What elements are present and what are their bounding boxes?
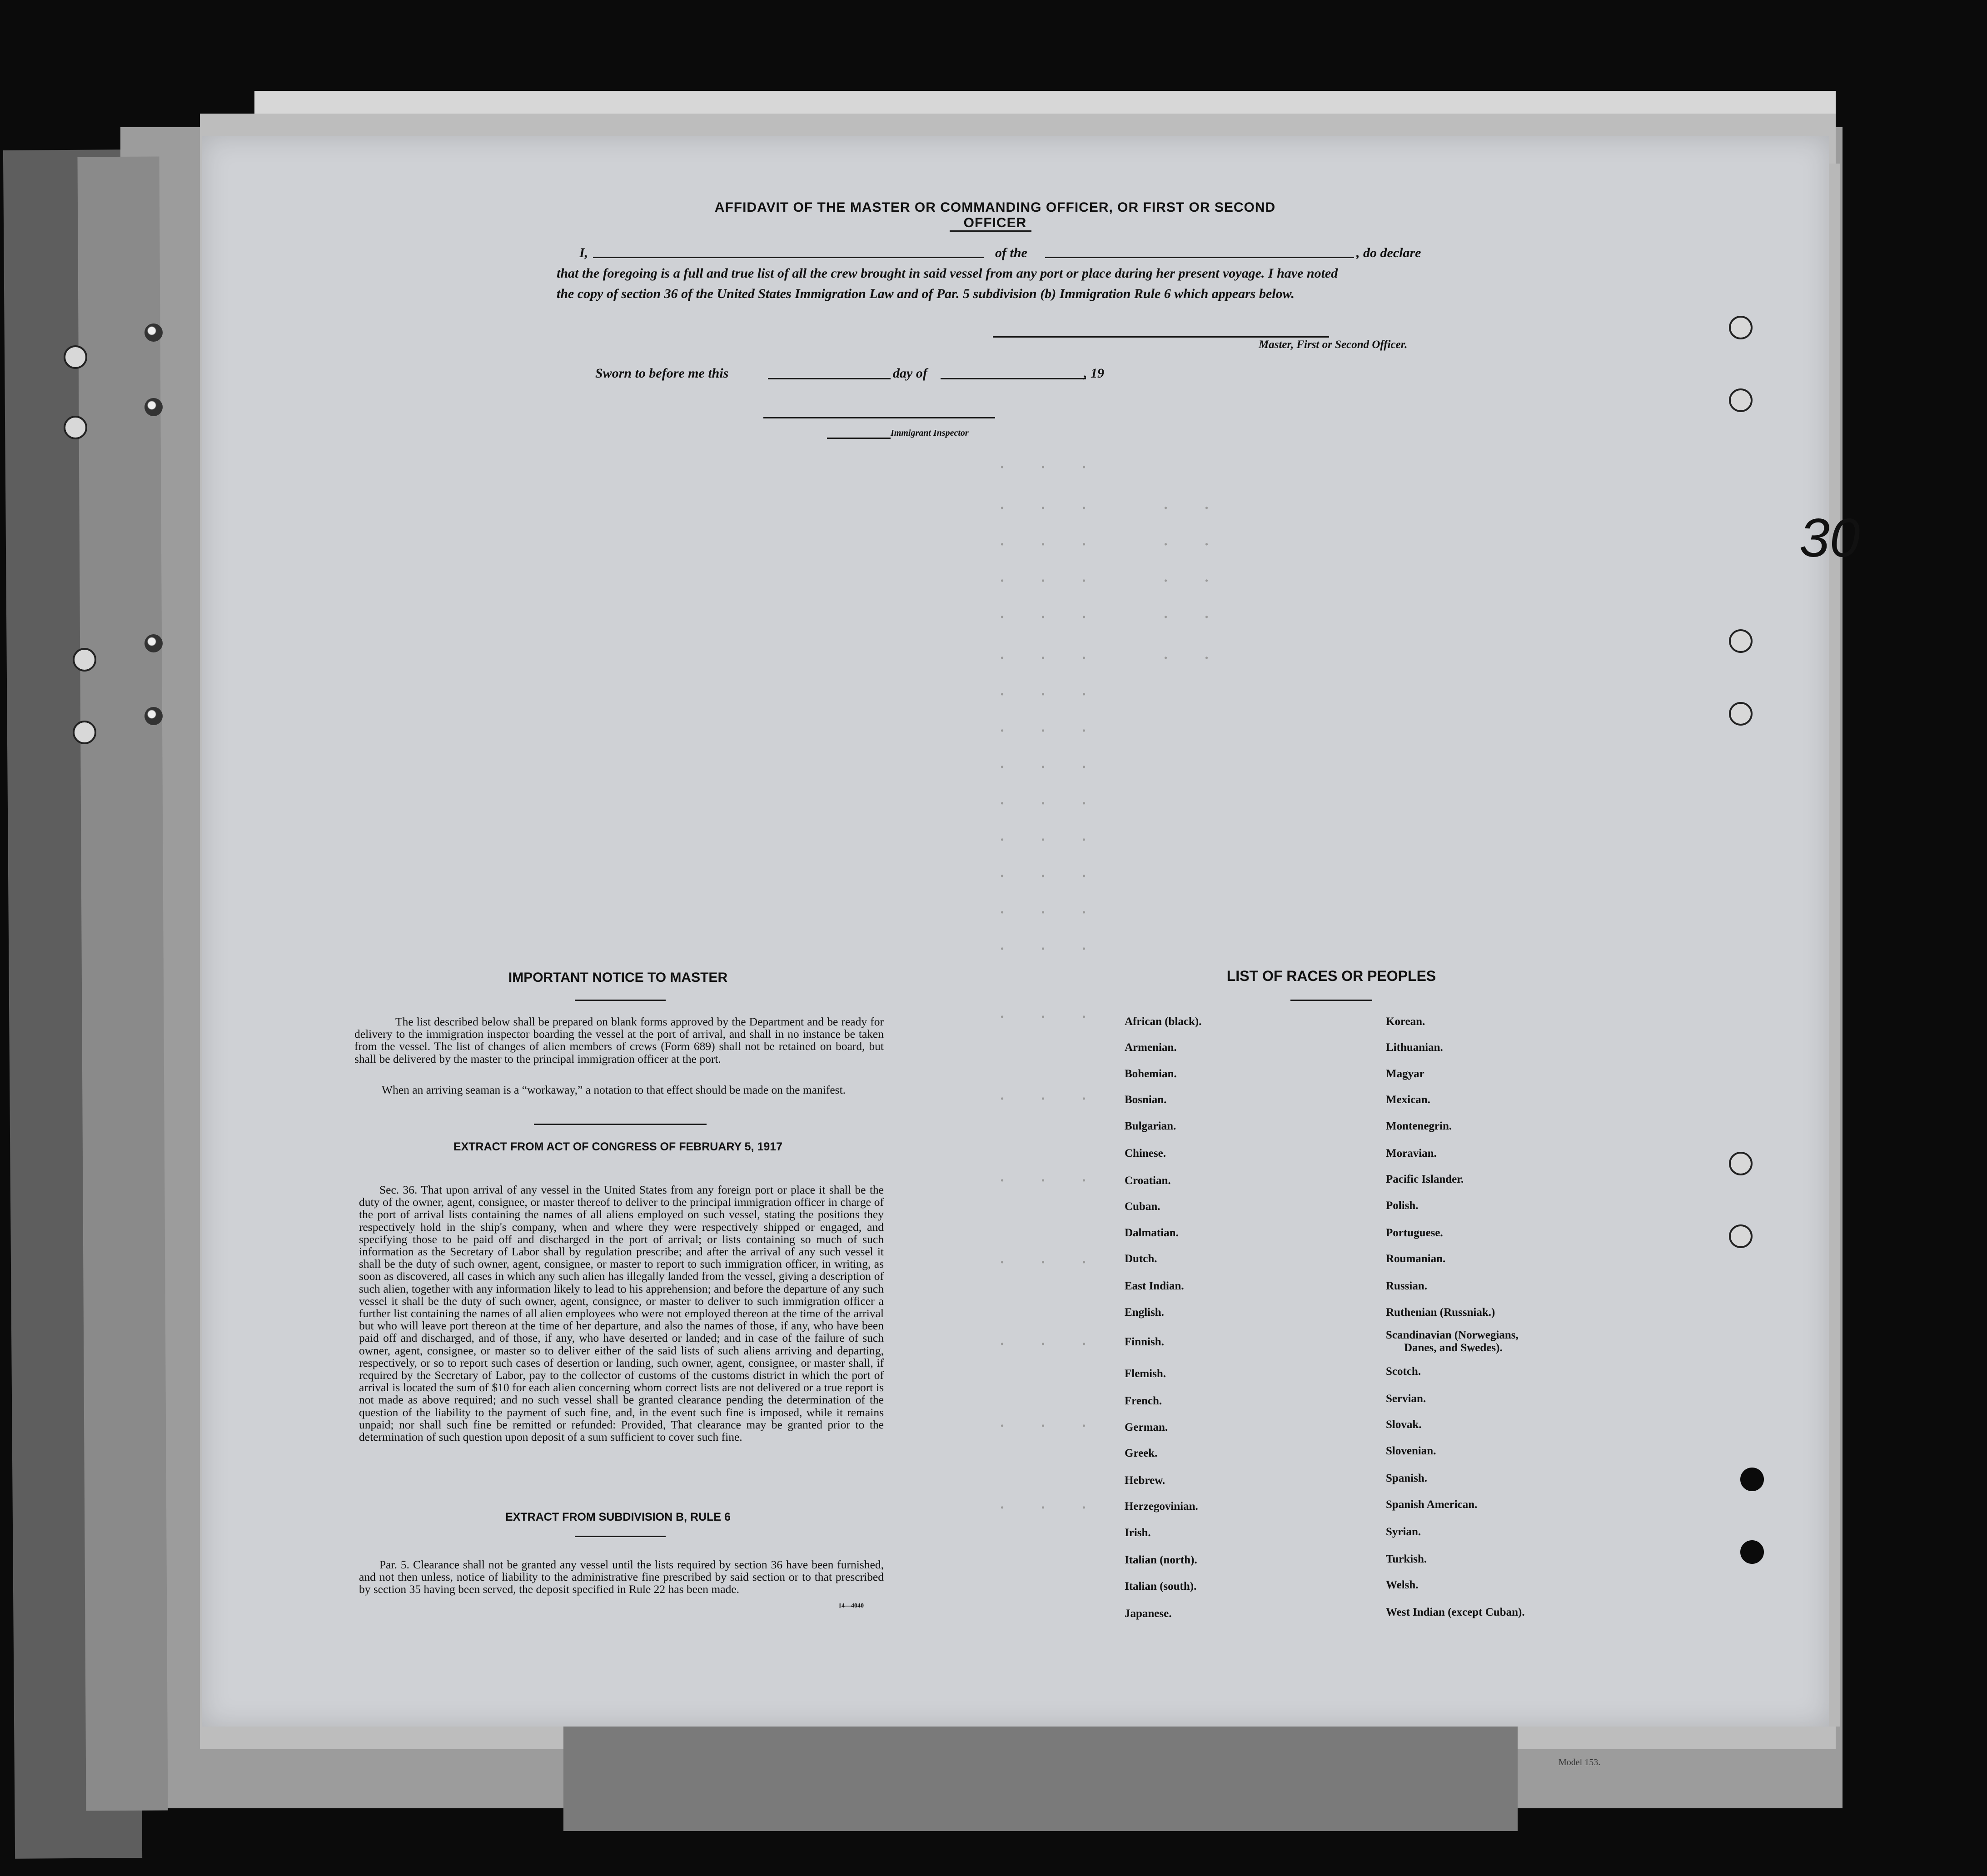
- race-item: Bosnian.: [1125, 1094, 1167, 1106]
- race-item: Flemish.: [1125, 1368, 1166, 1380]
- race-item: Hebrew.: [1125, 1474, 1165, 1487]
- bleed-dots: . . .: [1000, 1409, 1102, 1431]
- binder-hole-icon: [1729, 702, 1753, 726]
- binder-hole-icon: [73, 721, 96, 744]
- binder-hole-icon: [1729, 1224, 1753, 1248]
- handwritten-number: 30: [1799, 508, 1860, 568]
- race-item: East Indian.: [1125, 1280, 1184, 1292]
- extract-2-title: EXTRACT FROM SUBDIVISION B, RULE 6: [505, 1511, 731, 1523]
- race-item: Magyar: [1386, 1068, 1424, 1080]
- races-title: LIST OF RACES OR PEOPLES: [1226, 968, 1436, 984]
- race-item: French.: [1125, 1395, 1162, 1407]
- bleed-dots: . . .: [1000, 750, 1102, 772]
- binder-hole-icon: [1729, 316, 1753, 339]
- race-item: English.: [1125, 1306, 1164, 1319]
- race-item: Portuguese.: [1386, 1227, 1443, 1239]
- race-item: Servian.: [1386, 1393, 1426, 1405]
- bleed-dots: . . .: [1000, 896, 1102, 918]
- day-of-label: day of: [893, 366, 927, 381]
- inspector-line: [763, 417, 995, 418]
- bleed-dots: . . .: [1000, 786, 1102, 809]
- race-item: Bulgarian.: [1125, 1120, 1176, 1132]
- bleed-dots: . . .: [1000, 1164, 1102, 1186]
- race-item: Welsh.: [1386, 1579, 1419, 1591]
- bleed-dots: . . .: [1000, 1327, 1102, 1349]
- race-item: Chinese.: [1125, 1147, 1166, 1159]
- race-item: Lithuanian.: [1386, 1041, 1443, 1054]
- race-item: Pacific Islander.: [1386, 1173, 1464, 1185]
- bleed-dots: . . .: [1000, 1000, 1102, 1022]
- race-item: Polish.: [1386, 1199, 1419, 1212]
- binder-hole-icon: [1729, 1152, 1753, 1175]
- bleed-dots: . . .: [1000, 1245, 1102, 1268]
- binder-hole-icon: [64, 416, 87, 439]
- rivet-icon: [144, 323, 163, 342]
- extract-1-title: EXTRACT FROM ACT OF CONGRESS OF FEBRUARY 5, 1917: [453, 1140, 783, 1153]
- race-item: Spanish American.: [1386, 1498, 1478, 1511]
- bleed-dots: . . . . .: [1000, 527, 1225, 550]
- divider: [950, 230, 1031, 232]
- affidavit-i-label: I,: [579, 245, 588, 260]
- sworn-day-line: [768, 378, 891, 379]
- race-item: Russian.: [1386, 1280, 1428, 1292]
- bleed-dots: . . .: [1000, 932, 1102, 954]
- bleed-dots: . . .: [1000, 450, 1102, 473]
- binder-hole-icon: [1729, 388, 1753, 412]
- bleed-dots: . . .: [1000, 1082, 1102, 1104]
- extract-2-body: Par. 5. Clearance shall not be granted any vessel until the lists required by section 36 have been furnished, and not then unless, notice of liability to the administrative fine prescribed by said section or to that prescribed by section 35 having been served, the deposit specified in Rule 22 has been made.: [359, 1558, 884, 1596]
- sworn-month-line: [941, 378, 1086, 379]
- rivet-icon: [144, 634, 163, 652]
- form-code: 14—4040: [838, 1602, 864, 1609]
- inspector-prefix-line: [827, 438, 891, 439]
- affidavit-line-2: the copy of section 36 of the United States Immigration Law and of Par. 5 subdivision (b) Immigration Rule 6 which appears below.: [557, 286, 1295, 301]
- affidavit-title: AFFIDAVIT OF THE MASTER OR COMMANDING OFFICER, OR FIRST OR SECOND OFFICER: [714, 200, 1276, 230]
- divider: [534, 1124, 707, 1125]
- race-item: Mexican.: [1386, 1094, 1430, 1106]
- notice-title: IMPORTANT NOTICE TO MASTER: [508, 970, 728, 985]
- race-item: Korean.: [1386, 1015, 1425, 1028]
- bleed-dots: . . .: [1000, 1491, 1102, 1513]
- binder-hole-icon: [1729, 629, 1753, 653]
- race-item: Japanese.: [1125, 1607, 1172, 1620]
- race-item: Montenegrin.: [1386, 1120, 1452, 1132]
- race-item: Herzegovinian.: [1125, 1500, 1198, 1513]
- bleed-dots: . . .: [1000, 859, 1102, 881]
- race-item: Irish.: [1125, 1527, 1151, 1539]
- notice-para-1: The list described below shall be prepared on blank forms approved by the Department and be ready for delivery to the immigration inspector boarding the vessel at the port of arrival, and shall in no instance be taken from the vessel. The list of changes of alien members of crews (Form 689) shall not be retained on board, but shall be delivered by the master to the principal immigration officer at the port.: [354, 1015, 884, 1065]
- year-label: , 19: [1084, 366, 1104, 381]
- affidavit-line-1: that the foregoing is a full and true list of all the crew brought in said vessel from any port or place during her present voyage. I have noted: [557, 266, 1338, 281]
- affidavit-do-declare: , do declare: [1356, 245, 1421, 260]
- race-item: Ruthenian (Russniak.): [1386, 1306, 1495, 1319]
- divider: [575, 1000, 666, 1001]
- race-item: Spanish.: [1386, 1472, 1428, 1484]
- notice-para-2: When an arriving seaman is a “workaway,” a notation to that effect should be made on the manifest.: [382, 1083, 846, 1096]
- vessel-line: [1045, 257, 1354, 258]
- bleed-dots: . . .: [1000, 823, 1102, 845]
- divider: [575, 1536, 666, 1537]
- bleed-dots: . . . . .: [1000, 600, 1225, 622]
- bottom-form-label: Model 153.: [1559, 1757, 1601, 1767]
- race-item: Dalmatian.: [1125, 1227, 1179, 1239]
- race-item: Finnish.: [1125, 1336, 1164, 1348]
- race-item: German.: [1125, 1421, 1168, 1433]
- binder-hole-icon: [1740, 1540, 1764, 1564]
- race-item: Armenian.: [1125, 1041, 1177, 1054]
- bleed-dots: . . .: [1000, 714, 1102, 736]
- bleed-dots: . . . . .: [1000, 491, 1225, 513]
- sworn-label: Sworn to before me this: [595, 366, 729, 381]
- bleed-dots: . . . . .: [1000, 564, 1225, 586]
- race-item: Slovak.: [1386, 1418, 1422, 1431]
- signature-label: Master, First or Second Officer.: [1259, 338, 1408, 351]
- bleed-dots: . . .: [1000, 677, 1102, 700]
- race-item: Syrian.: [1386, 1526, 1421, 1538]
- race-item: Italian (south).: [1125, 1580, 1197, 1592]
- race-item: Cuban.: [1125, 1200, 1160, 1213]
- signature-line: [993, 336, 1329, 338]
- name-line: [593, 257, 984, 258]
- race-item: Slovenian.: [1386, 1445, 1436, 1457]
- race-item: Italian (north).: [1125, 1554, 1197, 1566]
- race-item: Turkish.: [1386, 1553, 1427, 1565]
- race-item-continuation: Danes, and Swedes).: [1404, 1342, 1503, 1354]
- race-item: Croatian.: [1125, 1174, 1171, 1187]
- back-page-bottom: [563, 1727, 1518, 1831]
- race-item: Roumanian.: [1386, 1253, 1446, 1265]
- race-item: West Indian (except Cuban).: [1386, 1606, 1525, 1618]
- race-item: Moravian.: [1386, 1147, 1437, 1159]
- binder-hole-icon: [1740, 1468, 1764, 1491]
- bleed-dots: . . . . .: [1000, 641, 1225, 663]
- binder-hole-icon: [73, 648, 96, 672]
- race-item: Greek.: [1125, 1447, 1158, 1459]
- race-item: Bohemian.: [1125, 1068, 1177, 1080]
- race-item: Scandinavian (Norwegians,: [1386, 1329, 1519, 1341]
- affidavit-of-the-label: of the: [995, 245, 1027, 260]
- race-item: Scotch.: [1386, 1365, 1421, 1378]
- rivet-icon: [144, 398, 163, 416]
- extract-1-body: Sec. 36. That upon arrival of any vessel in the United States from any foreign port or place it shall be the duty of the owner, agent, consignee, or master thereof to deliver to the principal immigration officer in charge of the port of arrival lists containing the names of all aliens employed on such vessel, stating the positions they respectively hold in the ship's company, when and where they were respectively shipped or engaged, and specifying those to be paid off and discharged in the port of arrival; or lists containing so much of such information as the Secretary of Labor shall by regulation prescribe; and after the arrival of any such vessel it shall be the duty of such owner, agent, consignee, or master to report to such immigration officer, in writing, as soon as discovered, all cases in which any such alien has illegally landed from the vessel, giving a description of such alien, together with any information likely to lead to his apprehension; and before the departure of any such vessel it shall be the duty of such owner, agent, consignee, or master to deliver to such immigration officer a further list containing the names of all alien employees who were not employed thereon at the time of the arrival but who will leave port thereon at the time of her departure, and also the names of those, if any, who have been paid off and discharged, and of those, if any, who have deserted or landed; and in case of the failure of such owner, agent, consignee, or master so to deliver either of the said lists of such aliens arriving and departing, respectively, or so to report such cases of desertion or landing, such owner, agent, consignee, or master shall, if required by the Secretary of Labor, pay to the collector of customs of the customs district in which the port of arrival is located the sum of $10 for each alien concerning whom correct lists are not delivered or a true report is not made as above required; and no such vessel shall be granted clearance pending the determination of the question of the liability to the payment of such fine, and, in the event such fine is imposed, while it remains unpaid; nor shall such fine be remitted or refunded: Provided, That clearance may be granted prior to the determination of such question upon deposit of a sum sufficient to cover such fine.: [359, 1183, 884, 1444]
- divider: [1290, 1000, 1372, 1001]
- rivet-icon: [144, 707, 163, 725]
- binder-hole-icon: [64, 345, 87, 369]
- race-item: African (black).: [1125, 1015, 1202, 1028]
- race-item: Dutch.: [1125, 1253, 1157, 1265]
- inspector-label: Immigrant Inspector: [891, 428, 969, 438]
